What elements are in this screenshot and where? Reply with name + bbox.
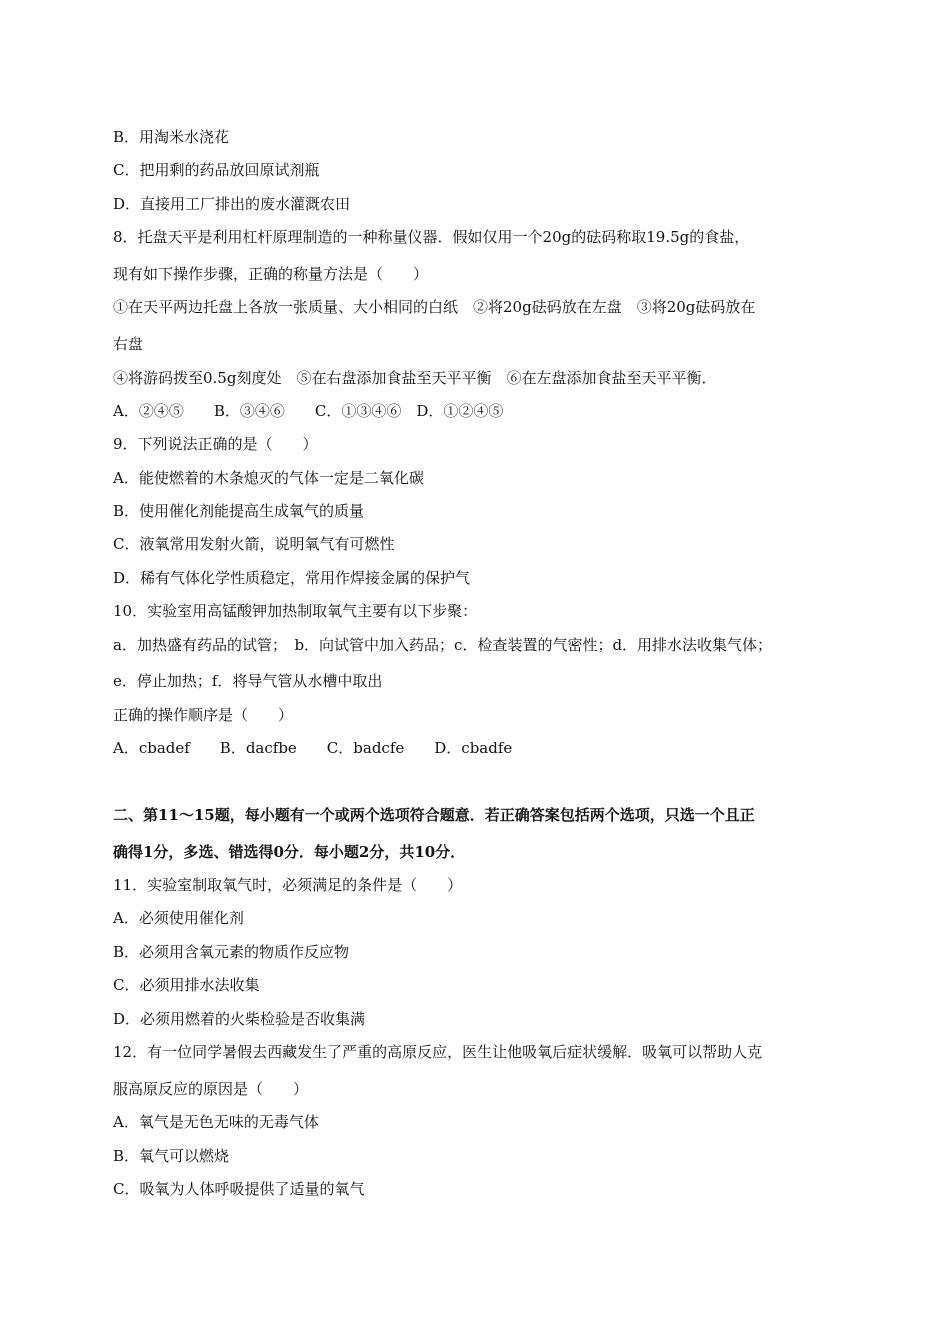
question-8-steps-line-1: ①在天平两边托盘上各放一张质量、大小相同的白纸 ②将20g砝码放在左盘 ③将20g砝码放在 [113, 298, 756, 316]
question-8-line-2: 现有如下操作步骤，正确的称量方法是（ ） [113, 265, 429, 283]
question-12-line-1: 12．有一位同学暑假去西藏发生了严重的高原反应，医生让他吸氧后症状缓解．吸氧可以帮助人克 [113, 1043, 763, 1061]
section-2-heading-line-2: 确得1分，多选、错选得0分．每小题2分，共10分． [113, 843, 466, 861]
option-7c: C．把用剩的药品放回原试剂瓶 [113, 161, 320, 179]
option-9c: C．液氧常用发射火箭，说明氧气有可燃性 [113, 535, 395, 553]
question-11: 11．实验室制取氧气时，必须满足的条件是（ ） [113, 876, 463, 894]
option-11c: C．必须用排水法收集 [113, 976, 260, 994]
option-11a: A．必须使用催化剂 [113, 909, 244, 927]
option-9b: B．使用催化剂能提高生成氧气的质量 [113, 502, 365, 520]
question-8-steps-line-2: 右盘 [113, 335, 144, 353]
question-8-steps-line-3: ④将游码拨至0.5g刻度处 ⑤在右盘添加食盐至天平平衡 ⑥在左盘添加食盐至天平平衡． [113, 369, 717, 387]
question-8-options: A．②④⑤ B．③④⑥ C．①③④⑥ D．①②④⑤ [113, 402, 504, 420]
question-10-prompt: 正确的操作顺序是（ ） [113, 706, 294, 724]
option-11b: B．必须用含氧元素的物质作反应物 [113, 943, 350, 961]
question-10-options: A．cbadef B．dacfbe C．badcfe D．cbadfe [113, 739, 513, 757]
option-7b: B．用淘米水浇花 [113, 128, 230, 146]
option-9d: D．稀有气体化学性质稳定，常用作焊接金属的保护气 [113, 569, 471, 587]
question-8-line-1: 8．托盘天平是利用杠杆原理制造的一种称量仪器．假如仅用一个20g的砝码称取19.5g的食盐， [113, 228, 750, 246]
option-12c: C．吸氧为人体呼吸提供了适量的氧气 [113, 1180, 365, 1198]
question-10-steps-line-2: e．停止加热；f．将导气管从水槽中取出 [113, 672, 383, 690]
option-12b: B．氧气可以燃烧 [113, 1147, 230, 1165]
section-2-heading-line-1: 二、第11～15题，每小题有一个或两个选项符合题意．若正确答案包括两个选项，只选一个且正 [113, 806, 755, 824]
question-10: 10．实验室用高锰酸钾加热制取氧气主要有以下步聚： [113, 602, 478, 620]
question-12-line-2: 服高原反应的原因是（ ） [113, 1080, 309, 1098]
option-12a: A．氧气是无色无味的无毒气体 [113, 1113, 319, 1131]
question-10-steps-line-1: a．加热盛有药品的试管； b．向试管中加入药品；c．检查装置的气密性；d．用排水法收集气体； [113, 636, 773, 654]
option-7d: D．直接用工厂排出的废水灌溉农田 [113, 195, 351, 213]
option-11d: D．必须用燃着的火柴检验是否收集满 [113, 1010, 366, 1028]
option-9a: A．能使燃着的木条熄灭的气体一定是二氧化碳 [113, 469, 424, 487]
question-9: 9．下列说法正确的是（ ） [113, 435, 318, 453]
